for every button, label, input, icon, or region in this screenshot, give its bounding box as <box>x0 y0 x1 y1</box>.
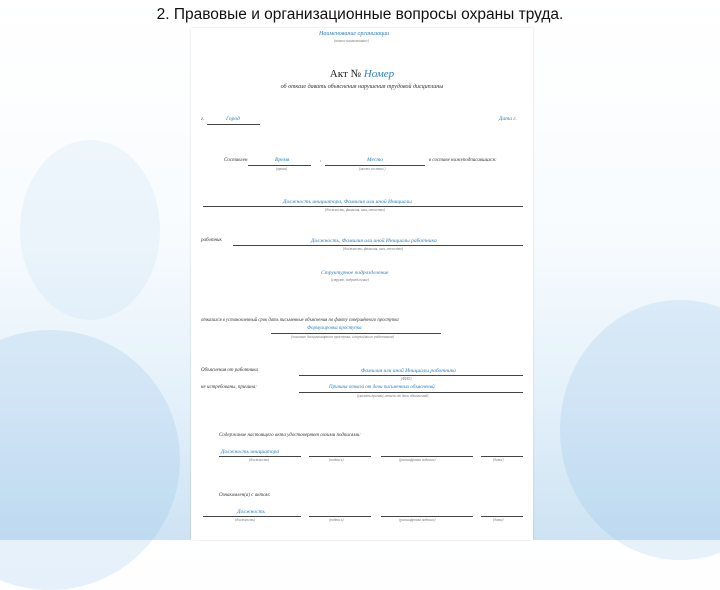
sig-line-2 <box>309 456 371 457</box>
worker-label: работник <box>201 238 222 243</box>
document-page <box>191 28 533 540</box>
act-number: Номер <box>363 68 395 80</box>
time-underline <box>248 165 311 166</box>
act-subtitle: об отказе давать объяснения нарушения трудовой дисциплины <box>280 84 444 90</box>
act-label: Акт № <box>329 68 361 80</box>
place-note: (место составл.) <box>359 167 386 171</box>
reason-note: (описание дисциплинарного проступка, совершённого работником) <box>291 335 395 339</box>
ack-label: Ознакомлен(а) с актом: <box>219 493 271 498</box>
city-prefix: г. <box>201 117 205 122</box>
sig-line-3 <box>381 456 473 457</box>
refusal-label: не истребованы, причина: <box>201 385 257 390</box>
explanation-value: Фамилия или иной Инициалы работника <box>361 368 456 374</box>
explanation-underline <box>299 375 523 376</box>
refusal-value: Причина отказа от дачи письменных объяснений <box>329 385 435 390</box>
ack-note-2: (подпись) <box>329 518 344 522</box>
ack-line-2 <box>309 516 371 517</box>
ack-note-1: (должность) <box>235 518 256 522</box>
slide-title: 2. Правовые и организационные вопросы охраны труда. <box>156 6 564 23</box>
signer-position: Должность инициатора <box>221 449 280 455</box>
place-underline <box>325 165 425 166</box>
agreement-text: Содержание настоящего акта удостоверяют своими подписями: <box>219 433 361 438</box>
position-note: (должность, фамилия, имя, отчество) <box>325 208 386 212</box>
reason-value: Формулировка проступка <box>307 326 362 331</box>
sig-note-4: (дата) <box>493 458 504 462</box>
act-date: Дата г. <box>499 116 517 122</box>
ack-position: Должность <box>237 509 266 515</box>
worker-note: (должность, фамилия, имя, отчество) <box>343 247 404 251</box>
ack-note-3: (расшифровка подписи) <box>399 518 436 522</box>
background-blob <box>0 330 180 590</box>
sig-note-3: (расшифровка подписи) <box>399 458 436 462</box>
ack-line-3 <box>381 516 473 517</box>
refusal-note: (указать причину отказа от дачи объяснений) <box>357 394 429 398</box>
structure-value: Структурное подразделение <box>321 270 389 276</box>
sig-note-2: (подпись) <box>329 458 344 462</box>
place-value: Место <box>367 157 384 163</box>
requirement-text: отказался в установленный срок дать письменные объяснения по факту совершённого проступка <box>201 318 399 323</box>
ack-line-4 <box>481 516 523 517</box>
explanation-label: Объяснения от работника <box>201 368 259 373</box>
worker-underline <box>233 245 523 246</box>
time-note: (время) <box>276 167 288 171</box>
background-blob <box>20 140 160 320</box>
composed-comma: , <box>320 158 322 163</box>
ack-line-1 <box>203 516 301 517</box>
position-underline <box>203 206 523 207</box>
ack-note-4: (дата) <box>493 518 504 522</box>
sig-line-4 <box>481 456 523 457</box>
act-title <box>191 68 533 80</box>
structure-note: (структ. подразделение) <box>331 278 370 282</box>
background-blob <box>560 300 720 560</box>
sig-line-1 <box>219 456 301 457</box>
position-value: Должность инициатора, Фамилия или иной Инициалы <box>283 199 412 205</box>
org-name-note: (полное наименование) <box>334 39 369 43</box>
refusal-underline <box>299 392 523 393</box>
composed-label: Составлен <box>224 158 248 163</box>
reason-underline <box>271 333 441 334</box>
org-name: Наименование организации <box>319 31 390 37</box>
worker-value: Должность, Фамилия или иной Инициалы работника <box>311 238 437 244</box>
city-value: Город <box>226 116 240 122</box>
explanation-note: (ФИО) <box>401 377 412 381</box>
city-underline <box>207 124 260 125</box>
sig-note-1: (должность) <box>249 458 270 462</box>
composed-suffix: в составе нижеподписавшихся: <box>429 158 497 163</box>
time-value: Время <box>275 157 290 163</box>
